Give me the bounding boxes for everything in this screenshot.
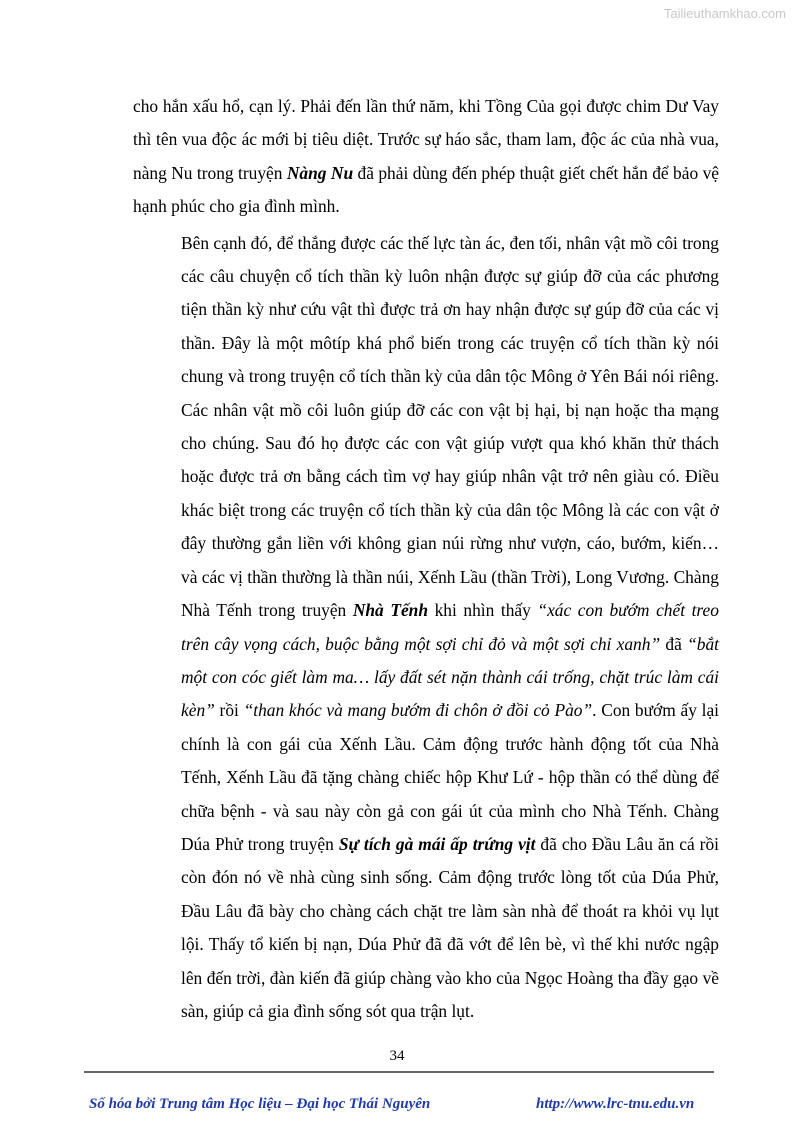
footer-url-link[interactable]: http://www.lrc-tnu.edu.vn <box>536 1096 695 1112</box>
paragraph-2-text-1: Bên cạnh đó, để thắng được các thế lực tàn ác, đen tối, nhân vật mồ côi trong các câu chuyện cổ tích thần kỳ luôn nhận được sự giúp đỡ của các phương tiện thần kỳ như cứu vật thì được trả ơn hay nhận được sự gúp đỡ của các vị thần. Đây là một môtíp khá phổ biến trong các truyện cổ tích thần kỳ nói chung và trong truyện cổ tích thần kỳ của dân tộc Mông ở Yên Bái nói riêng. Các nhân vật mồ côi luôn giúp đỡ các con vật bị hại, bị nạn hoặc tha mạng cho chúng. Sau đó họ được các con vật giúp vượt qua khó khăn thử thách hoặc được trả ơn bằng cách tìm vợ hay giúp nhân vật trở nên giàu có. Điều khác biệt trong các truyện cổ tích thần kỳ của dân tộc Mông là các con vật ở đây thường gắn liền với không gian núi rừng như vượn, cáo, bướm, kiến… và các vị thần thường là thần núi, Xếnh Lầu (thần Trời), Long Vương. Chàng Nhà Tếnh trong truyện <box>181 232 719 621</box>
paragraph-2-text-5: . Con bướm ấy lại chính là con gái của Xếnh Lầu. Cảm động trước hành động tốt của Nhà Tếnh, Xếnh Lầu đã tặng chàng chiếc hộp Khư Lứ - hộp thần có thể dùng để chữa bệnh - và sau này còn gả con gái út của mình cho Nhà Tếnh. Chàng Dúa Phử trong truyện <box>181 700 719 854</box>
paragraph-1-text-2: đã phải dùng đến phép thuật giết chết hắn để bảo vệ hạnh phúc cho gia đình mình. <box>133 162 719 217</box>
paragraph-2-text-3: đã <box>660 633 688 654</box>
paragraph-2 <box>133 227 719 1029</box>
paragraph-2-text-2: khi nhìn thấy <box>428 600 538 621</box>
quote-1: “xác con bướm chết treo trên cây vọng cách, buộc bằng một sợi chỉ đỏ và một sợi chỉ xanh” <box>181 600 719 654</box>
body-text <box>133 90 719 1028</box>
quote-3: “than khóc và mang bướm đi chôn ở đồi cỏ Pào” <box>243 700 593 721</box>
quote-2: “bắt một con cóc giết làm ma… lấy đất sét nặn thành cái trống, chặt trúc làm cái kèn” <box>181 633 719 721</box>
paragraph-2-text-4: rồi <box>214 700 244 721</box>
story-title-nang-nu: Nàng Nu <box>286 162 354 183</box>
story-title-su-tich: Sự tích gà mái ấp trứng vịt <box>338 833 536 854</box>
paragraph-1-text-1: cho hắn xấu hổ, cạn lý. Phải đến lần thứ năm, khi Tồng Của gọi được chim Dư Vay thì tên vua độc ác mới bị tiêu diệt. Trước sự háo sắc, tham lam, độc ác của nhà vua, nàng Nu trong truyện <box>133 96 719 183</box>
page-number: 34 <box>389 1048 405 1064</box>
footer-source-text: Số hóa bởi Trung tâm Học liệu – Đại học Thái Nguyên <box>89 1096 431 1112</box>
paragraph-1 <box>133 90 719 224</box>
story-title-nha-tenh: Nhà Tếnh <box>352 600 429 621</box>
watermark-text: Tailieuthamkhao.com <box>663 6 786 21</box>
footer-divider <box>84 1071 714 1073</box>
paragraph-2-text-6: đã cho Đầu Lâu ăn cá rồi còn đón nó về nhà cùng sinh sống. Cảm động trước lòng tốt của Dúa Phử, Đầu Lâu đã bày cho chàng cách chặt tre làm sàn nhà để thoát ra khỏi vụ lụt lội. Thấy tổ kiến bị nạn, Dúa Phử đã đã vớt để lên bè, vì thế khi nước ngập lên đến trời, đàn kiến đã giúp chàng vào kho của Ngọc Hoàng tha đầy gạo về sàn, giúp cả gia đình sống sót qua trận lụt. <box>181 833 720 1021</box>
